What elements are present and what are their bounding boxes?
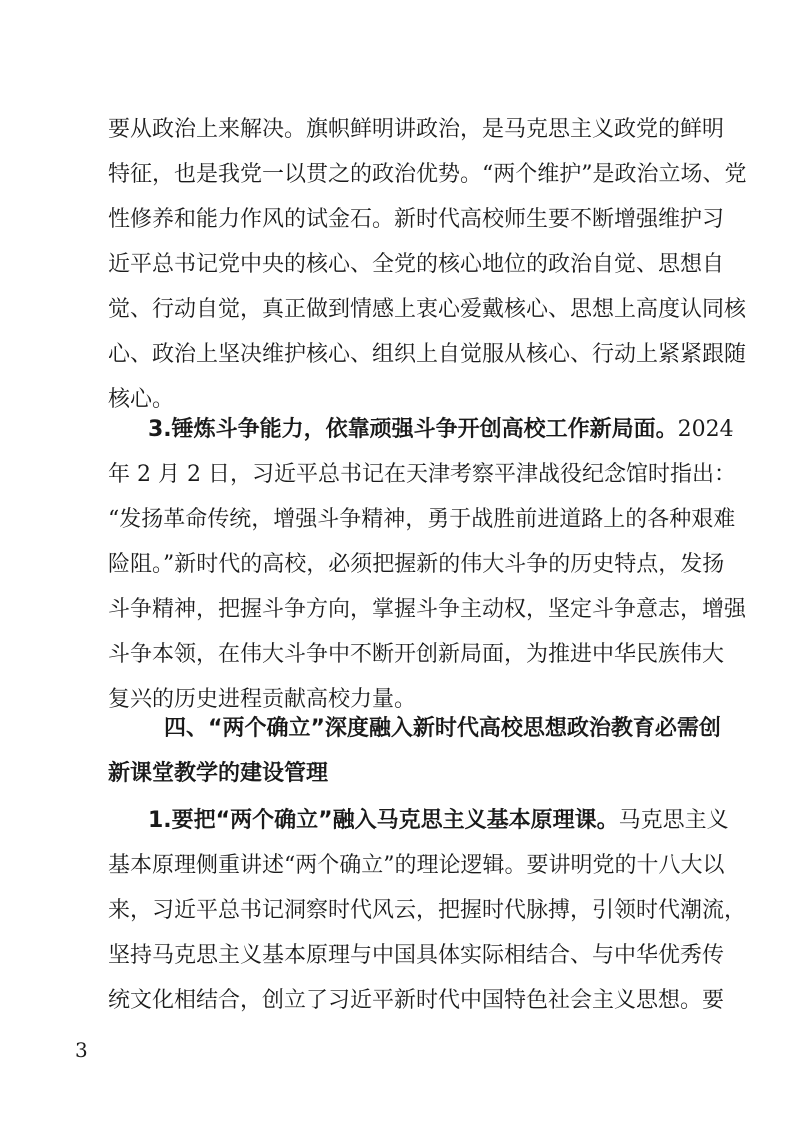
body-text-line: 统文化相结合，创立了习近平新时代中国特色社会主义思想。要 [108,988,725,1013]
body-text-line: 觉、行动自觉，真正做到情感上衷心爱戴核心、思想上高度认同核 [108,297,747,322]
body-text-line: 斗争精神，把握斗争方向，掌握斗争主动权，坚定斗争意志，增强 [108,597,747,622]
paragraph-heading-line [148,413,734,447]
section-title: 四、“两个确立”深度融入新时代高校思想政治教育必需创 [164,716,721,741]
paragraph-heading-line [148,804,729,838]
body-text-line: 特征，也是我党一以贯之的政治优势。“两个维护”是政治立场、党 [108,162,747,187]
body-text-line: 要从政治上来解决。旗帜鲜明讲政治，是马克思主义政党的鲜明 [108,117,725,142]
paragraph-heading: 3.锤炼斗争能力，依靠顽强斗争开创高校工作新局面。 [148,417,678,442]
body-text-line: 来，习近平总书记洞察时代风云，把握时代脉搏，引领时代潮流， [108,898,747,923]
body-text-line: 坚持马克思主义基本原理与中国具体实际相结合、与中华优秀传 [108,943,725,968]
paragraph-heading: 1.要把“两个确立”融入马克思主义基本原理课。 [148,808,619,833]
body-text-line: 复兴的历史进程贡献高校力量。 [108,687,417,712]
body-text-line: 基本原理侧重讲述“两个确立”的理论逻辑。要讲明党的十八大以 [108,853,725,878]
body-text-line: “发扬革命传统，增强斗争精神，勇于战胜前进道路上的各种艰难 [108,507,736,532]
body-text-line: 险阻。”新时代的高校，必须把握新的伟大斗争的历史特点，发扬 [108,552,725,577]
page-number: 3 [75,1038,88,1062]
section-title: 新课堂教学的建设管理 [108,761,329,786]
body-text-line: 斗争本领，在伟大斗争中不断开创新局面，为推进中华民族伟大 [108,642,725,667]
body-text-line: 核心。 [108,387,175,412]
body-text-line: 年 2 月 2 日，习近平总书记在天津考察平津战役纪念馆时指出： [108,462,736,487]
body-text: 马克思主义 [618,808,729,833]
body-text: 2024 [677,417,734,442]
body-text-line: 近平总书记党中央的核心、全党的核心地位的政治自觉、思想自 [108,252,725,277]
body-text-line: 性修养和能力作风的试金石。新时代高校师生要不断增强维护习 [108,207,725,232]
body-text-line: 心、政治上坚决维护核心、组织上自觉服从核心、行动上紧紧跟随 [108,342,747,367]
